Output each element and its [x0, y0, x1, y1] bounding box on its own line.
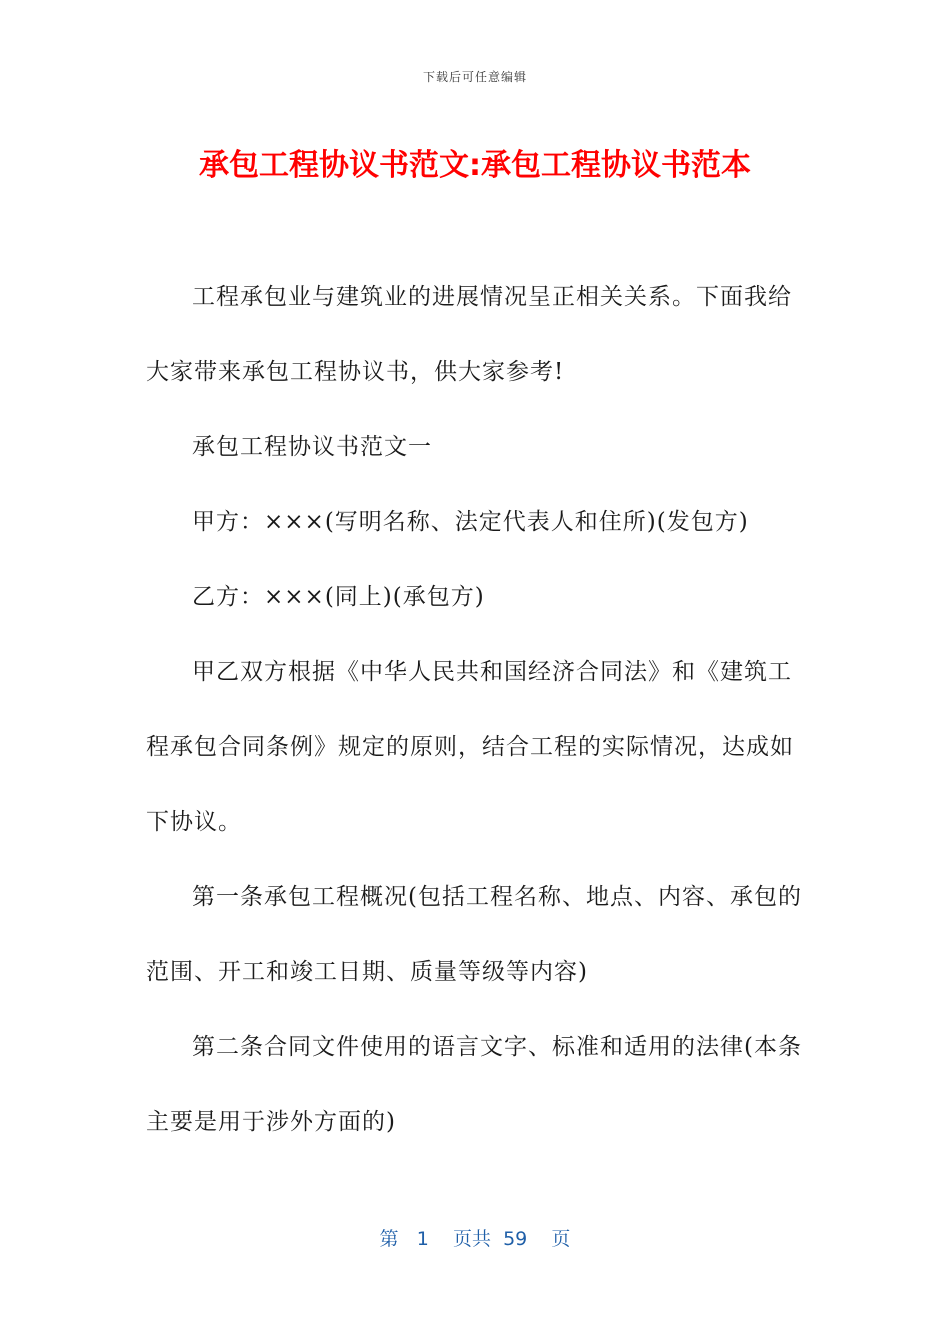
footer-middle: 页共 — [452, 1228, 491, 1250]
document-title: 承包工程协议书范文:承包工程协议书范本 — [199, 148, 751, 183]
footer-page-number: 1 — [416, 1228, 429, 1250]
paragraph-party-a: 甲方：×××(写明名称、法定代表人和住所)(发包方) — [192, 509, 749, 535]
paragraph-agreement-basis: 甲乙双方根据《中华人民共和国经济合同法》和《建筑工程承包合同条例》规定的原则，结合工程的实际情况，达成如下协议。 — [146, 659, 794, 835]
footer-total-pages: 59 — [503, 1228, 528, 1250]
paragraph-intro: 工程承包业与建筑业的进展情况呈正相关关系。下面我给大家带来承包工程协议书，供大家参考! — [146, 284, 792, 385]
footer-prefix: 第 — [379, 1228, 399, 1250]
paragraph-party-b: 乙方：×××(同上)(承包方) — [192, 584, 485, 610]
page-footer — [0, 1224, 950, 1251]
document-body — [146, 260, 806, 1160]
paragraph-sample-heading: 承包工程协议书范文一 — [192, 434, 432, 460]
footer-suffix: 页 — [551, 1228, 571, 1250]
header-note: 下载后可任意编辑 — [422, 70, 527, 84]
paragraph-article-1: 第一条承包工程概况(包括工程名称、地点、内容、承包的范围、开工和竣工日期、质量等级等内容) — [146, 884, 802, 985]
paragraph-article-2: 第二条合同文件使用的语言文字、标准和适用的法律(本条主要是用于涉外方面的) — [146, 1034, 802, 1135]
